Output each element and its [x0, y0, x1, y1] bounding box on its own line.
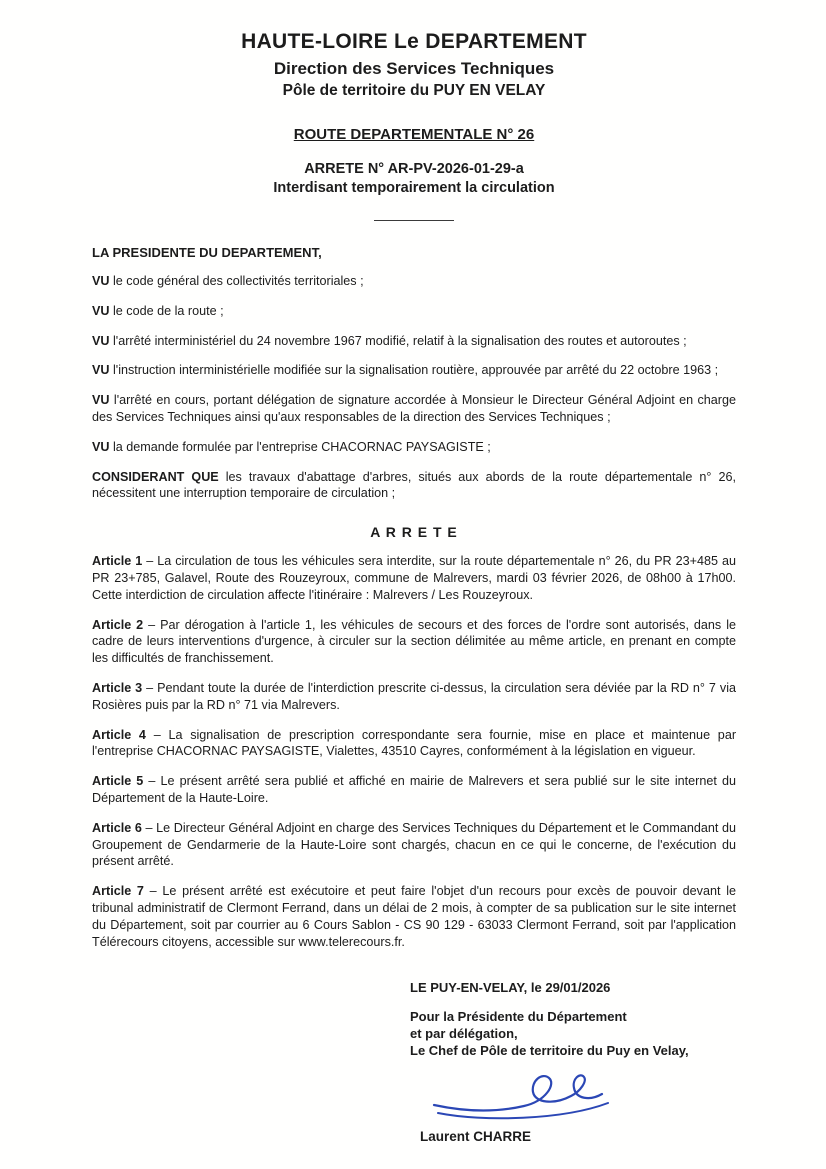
vu-text: l'instruction interministérielle modifiée sur la signalisation routière, approuvée par arrêté du 22 octobre 1963 ;	[113, 363, 719, 378]
vu-text: le code de la route ;	[113, 303, 224, 318]
article-text: – Le présent arrêté est exécutoire et peut faire l'objet d'un recours pour excès de pouvoir devant le tribunal administratif de Clermont Ferrand, dans un délai de 2 mois, à compter de sa publication sur le site internet du Département, soit par courrier au 6 Cours Sablon - CS 90 129 - 63033 Clermont Ferrand, soit par l'application Télérecours citoyens, accessible sur www.telerecours.fr.	[92, 884, 737, 949]
document-header	[92, 30, 736, 221]
vu-clause	[92, 303, 736, 320]
article-paragraph	[92, 727, 736, 761]
header-separator-line	[374, 220, 454, 221]
road-title: ROUTE DEPARTEMENTALE N° 26	[293, 126, 535, 143]
article-text: – La circulation de tous les véhicules sera interdite, sur la route départementale n° 26, du PR 23+485 au PR 23+785, Galavel, Route des Rouzeyroux, commune de Malrevers, mardi 03 février 2026, de 08h00 à 17h00. Cette interdiction de circulation affecte l'itinéraire : Malrevers / Les Rouzeyroux.	[92, 554, 737, 602]
considerant-text: les travaux d'abattage d'arbres, situés aux abords de la route départementale n° 26, nécessitent une interruption temporaire de circulation ;	[92, 469, 736, 501]
signature-block	[410, 980, 736, 1144]
delegation-line-1: Pour la Présidente du Département	[410, 1009, 627, 1025]
article-label: Article 3	[92, 680, 143, 695]
article-paragraph	[92, 617, 736, 667]
article-label: Article 7	[92, 884, 144, 899]
place-date-line: LE PUY-EN-VELAY, le 29/01/2026	[410, 980, 611, 996]
vu-text: le code général des collectivités territoriales ;	[113, 274, 364, 288]
article-label: Article 6	[92, 820, 142, 835]
considerant-clause	[92, 469, 736, 503]
direction-line: Direction des Services Techniques	[273, 59, 555, 78]
signature-ink-svg	[428, 1065, 618, 1127]
arrete-subtitle: Interdisant temporairement la circulation	[273, 180, 555, 196]
vu-text: l'arrêté en cours, portant délégation de signature accordée à Monsieur le Directeur Général Adjoint en charge des Services Techniques ainsi qu'aux responsables de la direction des Services Techniques ;	[92, 393, 737, 424]
vu-clause	[92, 333, 736, 350]
article-paragraph	[92, 773, 736, 807]
article-text: – Le Directeur Général Adjoint en charge des Services Techniques du Département et le Commandant du Groupement de Gendarmerie de la Haute-Loire sont chargés, chacun en ce qui le concerne, de l'exécution du présent arrêté.	[92, 820, 737, 869]
considerant-label: CONSIDERANT QUE	[92, 469, 219, 484]
opening-line: LA PRESIDENTE DU DEPARTEMENT,	[92, 245, 322, 260]
delegation-line-2: et par délégation,	[410, 1026, 518, 1042]
article-text: – La signalisation de prescription correspondante sera fournie, mise en place et maintenue par l'entreprise CHACORNAC PAYSAGISTE, Vialettes, 43510 Cayres, conformément à la législation en vigueur.	[92, 727, 737, 759]
article-label: Article 2	[92, 617, 144, 632]
delegation-lines	[410, 1008, 736, 1059]
org-title: HAUTE-LOIRE Le DEPARTEMENT	[241, 30, 587, 53]
vu-label: VU	[92, 274, 110, 288]
article-label: Article 4	[92, 727, 146, 742]
vu-clause	[92, 392, 736, 426]
vu-label: VU	[92, 363, 110, 378]
article-paragraph	[92, 680, 736, 714]
vu-label: VU	[92, 303, 110, 318]
vu-text: l'arrêté interministériel du 24 novembre 1967 modifié, relatif à la signalisation des routes et autoroutes ;	[113, 333, 687, 348]
signatory-name: Laurent CHARRE	[420, 1129, 532, 1145]
arrete-heading: A R R E T E	[370, 524, 458, 541]
vu-clause	[92, 439, 736, 456]
vu-clause	[92, 362, 736, 379]
pole-line: Pôle de territoire du PUY EN VELAY	[282, 82, 546, 99]
vu-text: la demande formulée par l'entreprise CHACORNAC PAYSAGISTE ;	[113, 439, 491, 454]
signature-stroke-upper	[434, 1076, 602, 1111]
article-text: – Pendant toute la durée de l'interdiction prescrite ci-dessus, la circulation sera déviée par la RD n° 7 via Rosières puis par la RD n° 71 via Malrevers.	[92, 680, 737, 712]
article-paragraph	[92, 553, 736, 603]
vu-clause	[92, 273, 736, 290]
handwritten-signature	[428, 1065, 736, 1127]
vu-label: VU	[92, 439, 110, 454]
article-paragraph	[92, 883, 736, 950]
article-paragraph	[92, 820, 736, 870]
article-label: Article 5	[92, 774, 144, 789]
article-label: Article 1	[92, 554, 143, 569]
vu-label: VU	[92, 333, 110, 348]
vu-label: VU	[92, 393, 110, 408]
article-text: – Par dérogation à l'article 1, les véhicules de secours et des forces de l'ordre sont autorisés, dans le cadre de leurs interventions d'urgence, à circuler sur la section délimitée au même article, en prenant en compte les difficultés de franchissement.	[92, 617, 737, 666]
delegation-line-3: Le Chef de Pôle de territoire du Puy en Velay,	[410, 1043, 689, 1059]
arrete-number: ARRETE N° AR-PV-2026-01-29-a	[304, 161, 524, 177]
article-text: – Le présent arrêté sera publié et affiché en mairie de Malrevers et sera publié sur le site internet du Département de la Haute-Loire.	[92, 774, 736, 805]
